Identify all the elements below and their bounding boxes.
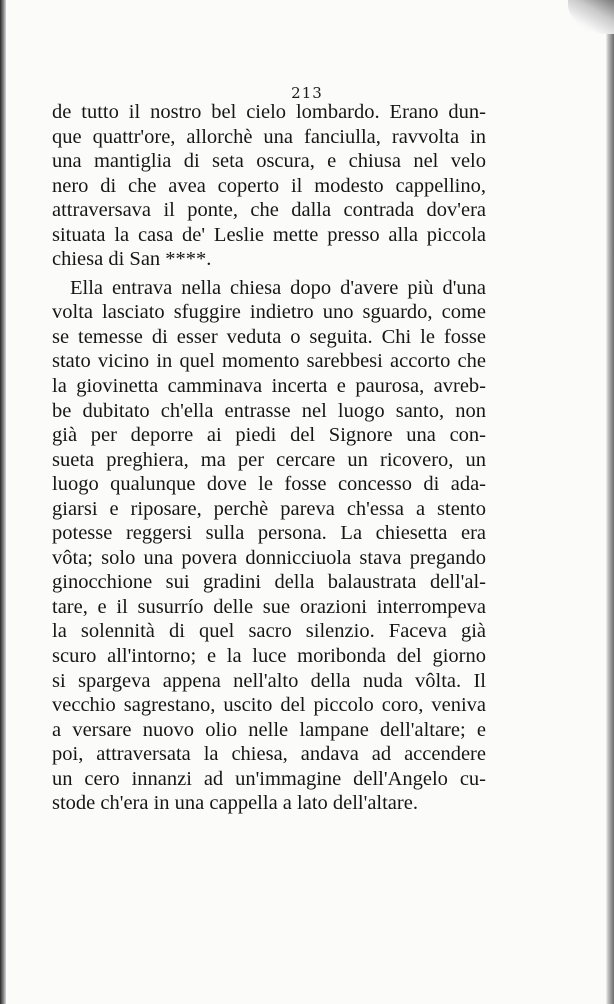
text-line: Ella entrava nella chiesa dopo d'avere più d'una bbox=[70, 276, 486, 299]
page-corner-curl bbox=[568, 0, 614, 34]
text-line: chiesa di San ****. bbox=[52, 248, 212, 271]
text-line: que quattr'ore, allorchè una fanciulla, ravvolta in bbox=[52, 125, 486, 148]
text-line: stato vicino in quel momento sarebbesi accorto che bbox=[52, 350, 486, 373]
text-line: luogo qualunque dove le fosse concesso di ada- bbox=[52, 473, 486, 496]
text-line: se temesse di esser veduta o seguita. Chi le fosse bbox=[52, 325, 486, 348]
text-line: già per deporre ai piedi del Signore una con- bbox=[52, 424, 486, 447]
text-line: sueta preghiera, ma per cercare un ricovero, un bbox=[52, 448, 486, 471]
page-number: 213 bbox=[291, 84, 323, 102]
text-line: situata la casa de' Leslie mette presso alla piccola bbox=[52, 223, 486, 246]
text-line: de tutto il nostro bel cielo lombardo. Erano dun- bbox=[52, 101, 486, 123]
page-right-edge-shadow bbox=[606, 0, 614, 1004]
text-line: vôta; solo una povera donnicciuola stava pregando bbox=[52, 546, 486, 569]
text-line: poi, attraversata la chiesa, andava ad accendere bbox=[52, 743, 486, 766]
text-line: si spargeva appena nell'alto della nuda vôlta. Il bbox=[52, 669, 486, 692]
text-line: la giovinetta camminava incerta e paurosa, avreb- bbox=[52, 375, 486, 398]
text-line: tare, e il susurrío delle sue orazioni interrompeva bbox=[52, 595, 486, 618]
text-line: ginocchione sui gradini della balaustrata dell'al- bbox=[52, 571, 486, 594]
text-line: giarsi e riposare, perchè pareva ch'essa a stento bbox=[52, 497, 486, 520]
text-line: scuro all'intorno; e la luce moribonda del giorno bbox=[52, 645, 486, 668]
text-line: la solennità di quel sacro silenzio. Faceva già bbox=[52, 620, 486, 643]
page-left-edge-shadow bbox=[0, 0, 6, 1004]
text-line: attraversava il ponte, che dalla contrada dov'era bbox=[52, 199, 486, 222]
text-line: una mantiglia di seta oscura, e chiusa nel velo bbox=[52, 150, 486, 173]
text-line: un cero innanzi ad un'immagine dell'Angelo cu- bbox=[52, 767, 486, 790]
text-line: vecchio sagrestano, uscito del piccolo coro, veniva bbox=[52, 694, 486, 717]
body-text bbox=[52, 100, 486, 816]
text-line: a versare nuovo olio nelle lampane dell'altare; e bbox=[52, 718, 486, 741]
text-line: be dubitato ch'ella entrasse nel luogo santo, non bbox=[52, 399, 486, 422]
text-line: stode ch'era in una cappella a lato dell'altare. bbox=[52, 792, 418, 815]
text-line: nero di che avea coperto il modesto cappellino, bbox=[52, 174, 486, 197]
text-line: volta lasciato sfuggire indietro uno sguardo, come bbox=[52, 301, 486, 324]
text-line: potesse reggersi sulla persona. La chiesetta era bbox=[52, 522, 486, 545]
